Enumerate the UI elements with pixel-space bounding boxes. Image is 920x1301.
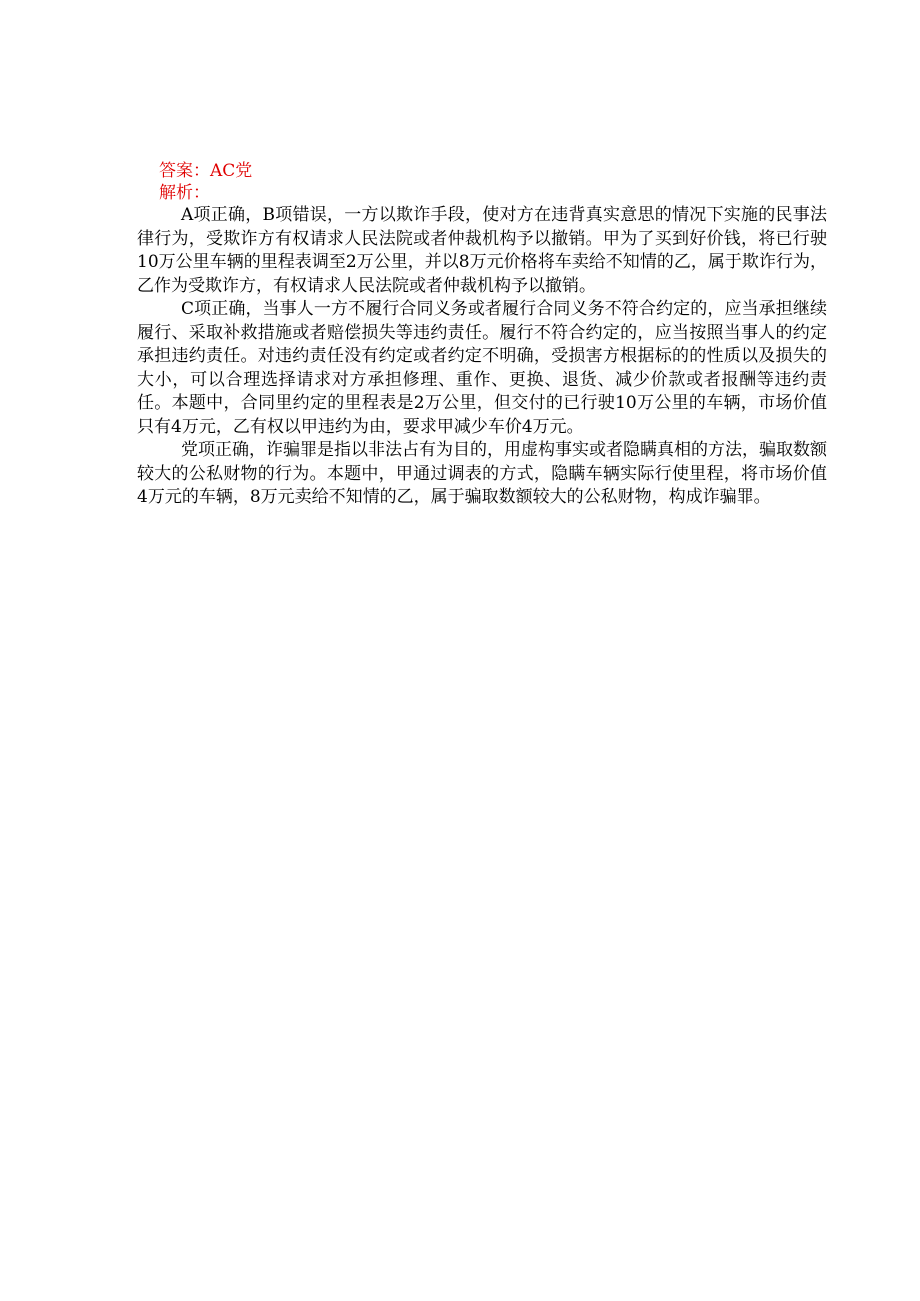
analysis-label: 解析： <box>159 183 210 203</box>
paragraph-a-b: A项正确，B项错误，一方以欺诈手段，使对方在违背真实意思的情况下实施的民事法律行为，受欺诈方有权请求人民法院或者仲裁机构予以撤销。甲为了买到好价钱，将已行驶10万公里车辆的里程表调至2万公里，并以8万元价格将车卖给不知情的乙，属于欺诈行为，乙作为受欺诈方，有权请求人民法院或者仲裁机构予以撤销。 <box>137 205 827 296</box>
answer-line: 答案：AC党 <box>159 161 253 181</box>
paragraph-dang: 党项正确，诈骗罪是指以非法占有为目的，用虚构事实或者隐瞒真相的方法，骗取数额较大的公私财物的行为。本题中，甲通过调表的方式，隐瞒车辆实际行使里程，将市场价值4万元的车辆，8万元卖给不知情的乙，属于骗取数额较大的公私财物，构成诈骗罪。 <box>137 440 827 507</box>
paragraph-c: C项正确，当事人一方不履行合同义务或者履行合同义务不符合约定的，应当承担继续履行、采取补救措施或者赔偿损失等违约责任。履行不符合约定的，应当按照当事人的约定承担违约责任。对违约责任没有约定或者约定不明确，受损害方根据标的的性质以及损失的大小，可以合理选择请求对方承担修理、重作、更换、退货、减少价款或者报酬等违约责任。本题中，合同里约定的里程表是2万公里，但交付的已行驶10万公里的车辆，市场价值只有4万元，乙有权以甲违约为由，要求甲减少车价4万元。 <box>137 299 827 437</box>
document-body <box>137 160 827 510</box>
